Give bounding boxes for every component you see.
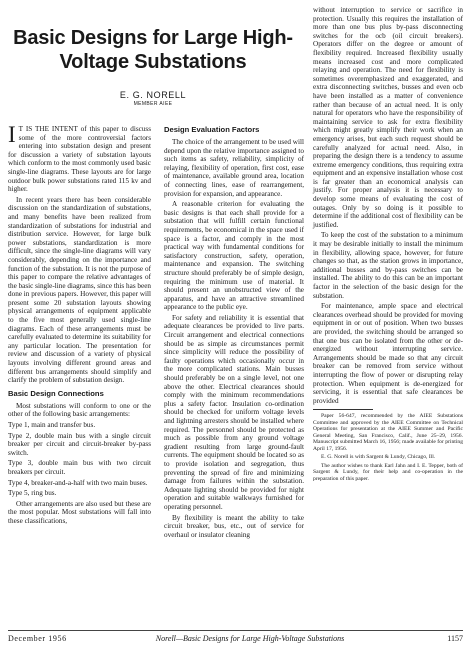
intro-paragraph bbox=[8, 122, 151, 194]
list-item-type3: Type 3, double main bus with two circuit breakers per circuit. bbox=[8, 459, 151, 476]
intro-text: T IS THE INTENT of this paper to discuss some of the more controversial factors entering into substation design and present for discussion a variety of substation layouts which conform to the most commonly used basic single-line diagrams. These layouts are for large outdoor bulk power substations rated 115 kv and higher. bbox=[8, 125, 151, 194]
list-item-type5: Type 5, ring bus. bbox=[8, 489, 57, 498]
paper-title: Basic Designs for Large High-Voltage Substations bbox=[13, 27, 293, 73]
body-paragraph: Most substations will conform to one or the other of the following basic arrangements: bbox=[8, 401, 151, 419]
footnote-affiliation: E. G. Norell is with Sargent & Lundy, Chicago, Ill. bbox=[321, 454, 436, 461]
body-paragraph: By flexibility is meant the ability to take circuit breaker, bus, etc., out of service for overhaul or insulator cleaning bbox=[164, 513, 304, 539]
footer-divider bbox=[8, 630, 463, 631]
list-item-type2: Type 2, double main bus with a single circuit breaker per circuit and circuit-breaker by-pass switch. bbox=[8, 431, 151, 457]
list-item-type1: Type 1, main and transfer bus. bbox=[8, 421, 96, 429]
footer-date: December 1956 bbox=[8, 634, 67, 643]
column-2 bbox=[164, 125, 304, 541]
body-paragraph: without interruption to service or sacrifice in protection. Usually this requires the installation of more than one bus plus by-pass disconnecting switches for the ocb (oil circuit breakers). Operators differ on the degree or amount of flexibility required. Increased flexibility usually means increased cost and more complicated relaying and operation. The need for flexibility is sometimes overemphasized and exaggerated, and extra disconnecting switches, busses and even ocb have been installed as a matter of convenience rather than because of an actual need. It is only natural for operators who have the responsibility of maintaining service to ask for extra flexibility which might greatly simplify their work when an emergency arises, but each such request should be carefully analyzed for actual need. Also, in preparing the design there is a tendency to assume extreme emergency conditions, thus requiring extra equipment and an expensive installation whose cost is far greater than an economical analysis can justify. For proper analysis it is necessary to develop some means of evaluating the cost of outages. Only by so doing is it possible to determine if the additional cost of flexibility can be justified. bbox=[313, 6, 463, 229]
footnote-divider bbox=[313, 409, 373, 410]
body-paragraph: To keep the cost of the substation to a minimum it may be desirable initially to install the minimum in flexibility, allowing space, however, for future changes so that, as the station grows in importance, additional busses and by-pass switches can be installed. The ability to do this can be an important factor in the selection of the basic design for the substation. bbox=[313, 231, 463, 300]
drop-cap: I bbox=[8, 122, 16, 147]
body-paragraph: A reasonable criterion for evaluating the basic designs is that each shall provide for a substation that will fulfill certain functional requirements, be economical in the space used if space is a factor, and comply in the most practical way with fundamental conditions for satisfactory construction, safety, operation, maintenance and expansion. The switching structure should preferably be of simple design, requiring the minimum use of material. It should present an unobstructed view of the apparatus, and have an attractive streamlined appearance to the public eye. bbox=[164, 200, 304, 312]
footer-running-title: Norell—Basic Designs for Large High-Voltage Substations bbox=[155, 634, 345, 643]
section-heading-evaluation: Design Evaluation Factors bbox=[164, 125, 260, 134]
section-heading-connections: Basic Design Connections bbox=[8, 388, 104, 398]
list-item-type4: Type 4, breaker-and-a-half with two main buses. bbox=[8, 478, 148, 487]
body-paragraph: For safety and reliability it is essential that adequate clearances be provided to live parts. Circuit arrangement and electrical connections should be as simple as circumstances permit since simplicity will reduce the possibility of faulty operations which occasionally occur in the more complicated stations. Main busses should preferably be on a single level, not one above the other. Electrical clearances should comply with the minimum recommendations plus a safety factor. Insulation co-ordination should be checked for uniform voltage levels and lightning arresters should be installed where required. The personnel should be protected as much as possible from any ground voltage gradient resulting from large ground-fault currents. The equipment should be located so as to provide isolation and segregation, thus preventing the spread of fire and minimizing damage from failures within the substation. Adequate lighting should be provided for night operation and suitable walkways furnished for operating personnel. bbox=[164, 313, 304, 511]
author-name: E. G. NORELL bbox=[119, 90, 187, 100]
column-1 bbox=[8, 122, 151, 528]
column-3 bbox=[313, 6, 463, 484]
footnote-paper-info: Paper 56-647, recommended by the AIEE Substations Committee and approved by the AIEE Committee on Technical Operations for presentation at the AIEE Summer and Pacific General Meeting, San Francisco, Calif., June 25–29, 1956. Manuscript submitted March 16, 1956; made available for printing April 17, 1956. bbox=[313, 413, 463, 452]
body-paragraph: In recent years there has been considerable discussion on the standardization of substations, and many benefits have been realized from standardization of substations for industrial and distribution service. However, for large bulk power substations, standardization is more difficult, since the single-line diagrams will vary considerably, depending on the importance and function of the substation. It is not the purpose of this paper to compare the relative advantages of the basic single-line diagrams, since this has been done in previous papers. However, this paper will present some 20 substation layouts showing physical arrangements of equipment applicable to the five most generally used single-line diagrams. Each of these arrangements must be carefully evaluated to determine its suitability for any particular location. The presentation for review and discussion of a variety of physical layouts involving different ground areas and different bus arrangements should simplify and clarify the problem of substation design. bbox=[8, 195, 151, 385]
author-grade: MEMBER AIEE bbox=[133, 101, 173, 107]
body-paragraph: The choice of the arrangement to be used will depend upon the relative importance assigned to such items as safety, reliability, simplicity of relaying, flexibility of operation, first cost, ease of maintenance, available ground area, location of connecting lines, ease of rearrangement, provision for expansion, and appearance. bbox=[164, 138, 304, 198]
body-paragraph: For maintenance, ample space and electrical clearances overhead should be provided for moving equipment in or out of position. When two busses are provided, the switching should be arranged so that one bus can be isolated from the other or de-energized without interrupting service. Arrangements should be made so that any circuit breaker can be removed from service without interrupting the flow of power or disrupting relay protection. When equipment is de-energized for servicing, it is essential that safe clearances be provided bbox=[313, 302, 463, 405]
footnote-acknowledgment: The author wishes to thank Earl Jahn and I. E. Tepper, both of Sargent & Lundy, for their help and co-operation in the preparation of this paper. bbox=[313, 462, 463, 482]
body-paragraph: Other arrangements are also used but these are the most popular. Most substations will fall into these classifications, bbox=[8, 499, 151, 525]
page-number: 1157 bbox=[447, 634, 463, 643]
